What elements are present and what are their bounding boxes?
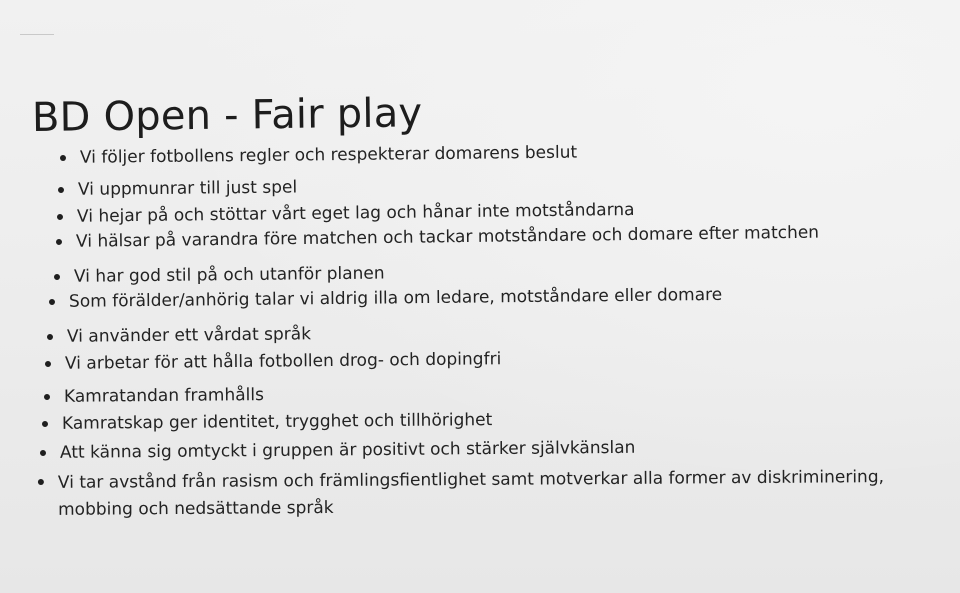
- list-item: [42, 408, 492, 436]
- bullet-icon: [49, 299, 55, 305]
- page-title: BD Open - Fair play: [31, 90, 423, 141]
- list-item: [60, 141, 577, 170]
- bullet-icon: [54, 274, 60, 280]
- list-item-text: Vi hälsar på varandra före matchen och tackar motståndare och domare efter matchen: [75, 222, 820, 252]
- list-item: [54, 262, 385, 289]
- list-item-text: Kamratandan framhålls: [63, 385, 265, 407]
- paper-mark: [20, 34, 54, 35]
- list-item: [40, 436, 636, 465]
- bullet-icon: [44, 394, 50, 400]
- list-item-text: Vi använder ett vårdat språk: [66, 324, 312, 347]
- bullet-icon: [56, 239, 62, 245]
- list-item-text: Som förälder/anhörig talar vi aldrig illa om ledare, motståndare eller domare: [68, 284, 723, 312]
- bullet-icon: [58, 187, 64, 193]
- bullet-icon: [38, 479, 44, 485]
- list-item-text: Vi tar avstånd från rasism och främlingsfientlighet samt motverkar alla former av diskriminering, mobbing och nedsättande språk: [57, 467, 885, 520]
- bullet-icon: [45, 361, 51, 367]
- list-item-text: Vi följer fotbollens regler och respekterar domarens beslut: [79, 142, 578, 168]
- list-item-text: Att känna sig omtyckt i gruppen är positivt och stärker självkänslan: [59, 437, 636, 463]
- list-item: [47, 322, 311, 349]
- list-item-text: Kamratskap ger identitet, trygghet och tillhörighet: [61, 410, 493, 434]
- list-item-text: Vi uppmunrar till just spel: [77, 177, 298, 200]
- bullet-icon: [40, 450, 46, 456]
- bullet-icon: [60, 155, 66, 161]
- list-item: [38, 464, 943, 524]
- bullet-icon: [47, 334, 53, 340]
- list-item-text: Vi har god stil på och utanför planen: [73, 263, 385, 287]
- list-item: [58, 175, 297, 202]
- list-item: [45, 347, 501, 376]
- list-item: [44, 383, 264, 409]
- bullet-icon: [42, 421, 48, 427]
- bullet-icon: [57, 214, 63, 220]
- list-item-text: Vi hejar på och stöttar vårt eget lag och hånar inte motståndarna: [76, 199, 635, 227]
- list-item-text: Vi arbetar för att hålla fotbollen drog- och dopingfri: [64, 349, 502, 374]
